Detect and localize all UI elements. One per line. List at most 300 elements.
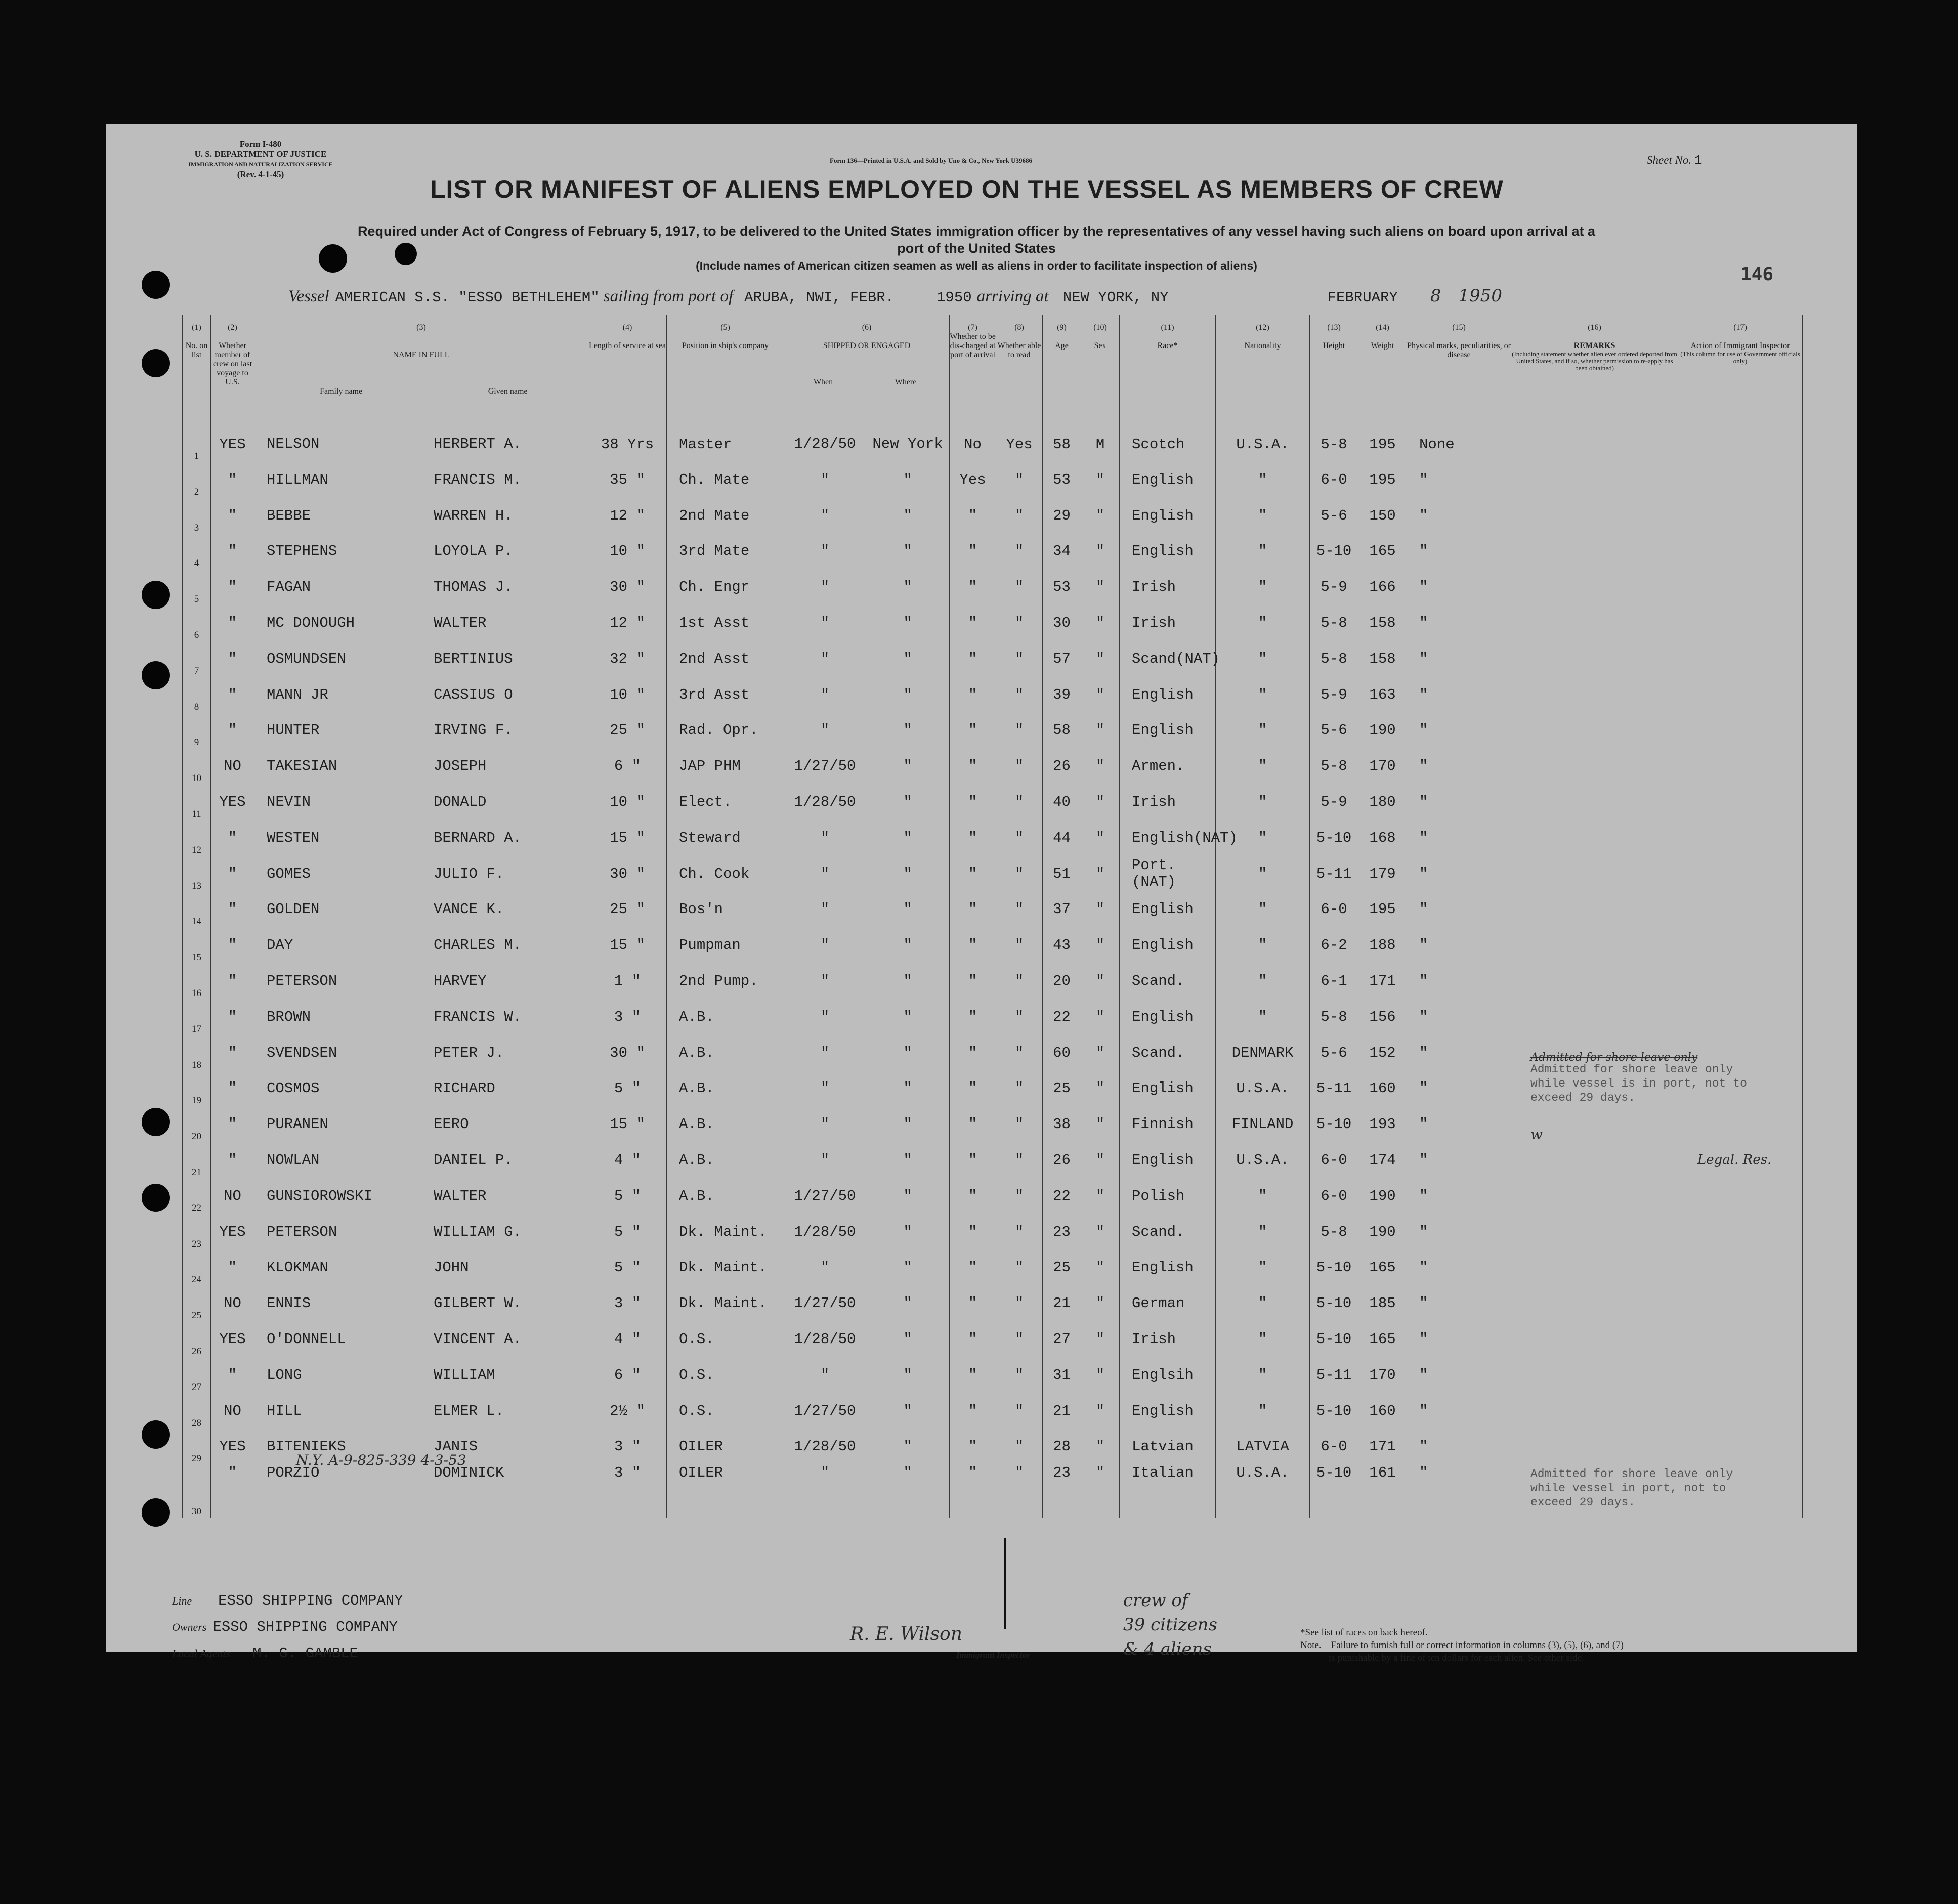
punch-hole: [142, 1498, 170, 1527]
col-age: 39: [1043, 677, 1081, 713]
col-read: ": [996, 1464, 1043, 1518]
col-nationality: ": [1216, 748, 1310, 784]
col-service: 15 ": [588, 820, 667, 856]
col-age: 27: [1043, 1321, 1081, 1357]
col-weight: 185: [1358, 1285, 1407, 1321]
table-row: [183, 534, 1821, 570]
col-position: A.B.: [667, 1178, 784, 1214]
sheet-label: Sheet No.: [1647, 154, 1692, 166]
col-action: [1678, 677, 1803, 713]
col-blank: [1803, 605, 1821, 641]
col-given-name: GILBERT W.: [421, 1285, 588, 1321]
col-discharged: ": [950, 1357, 996, 1393]
col-row-number: 13: [183, 856, 211, 892]
col-sex: ": [1081, 892, 1120, 928]
col-age: 25: [1043, 1250, 1081, 1286]
col-where: ": [866, 498, 950, 534]
col-action: [1678, 1393, 1803, 1429]
col-weight: 165: [1358, 534, 1407, 570]
col-position: 2nd Pump.: [667, 963, 784, 999]
table-row: [183, 462, 1821, 498]
col-previous-voyage: ": [211, 677, 254, 713]
col-sex: ": [1081, 1285, 1120, 1321]
col-marks: None: [1407, 415, 1511, 462]
col-read: ": [996, 784, 1043, 820]
col-blank: [1803, 748, 1821, 784]
col-nationality: ": [1216, 641, 1310, 677]
col-nationality: ": [1216, 927, 1310, 963]
punch-hole: [142, 349, 170, 377]
col-nationality: ": [1216, 1214, 1310, 1250]
col-row-number: 23: [183, 1214, 211, 1250]
col-blank: [1803, 1464, 1821, 1518]
col-service: 30 ": [588, 856, 667, 892]
inspector-vertical-mark: [1004, 1538, 1006, 1629]
action-row20-handwritten: Legal. Res.: [1697, 1152, 1772, 1167]
table-row: [183, 641, 1821, 677]
col-previous-voyage: ": [211, 1106, 254, 1142]
col-age: 23: [1043, 1214, 1081, 1250]
col-service: 5 ": [588, 1071, 667, 1107]
col-discharged: ": [950, 1071, 996, 1107]
col-service: 5 ": [588, 1250, 667, 1286]
col-header-nationality: (12) Nationality: [1216, 315, 1310, 415]
col-previous-voyage: ": [211, 999, 254, 1035]
col-when: ": [784, 1357, 866, 1393]
col-discharged: ": [950, 1214, 996, 1250]
col-sex: ": [1081, 1071, 1120, 1107]
col-family-name: SVENDSEN: [254, 1035, 421, 1071]
col-row-number: 19: [183, 1071, 211, 1107]
col-discharged: ": [950, 534, 996, 570]
table-row: [183, 1214, 1821, 1250]
service: IMMIGRATION AND NATURALIZATION SERVICE: [188, 161, 333, 168]
col-previous-voyage: ": [211, 892, 254, 928]
col-header-previous-voyage: (2) Whether member of crew on last voyage to U.S.: [211, 315, 254, 415]
col-age: 29: [1043, 498, 1081, 534]
form-header: [177, 139, 344, 180]
col-remarks: [1511, 713, 1678, 749]
col-nationality: ": [1216, 892, 1310, 928]
col-race: English: [1120, 534, 1216, 570]
col-row-number: 1: [183, 415, 211, 462]
col-marks: ": [1407, 569, 1511, 605]
col-read: ": [996, 1250, 1043, 1286]
col-given-name: CHARLES M.: [421, 927, 588, 963]
col-previous-voyage: ": [211, 534, 254, 570]
col-weight: 170: [1358, 1357, 1407, 1393]
col-blank: [1803, 641, 1821, 677]
col-previous-voyage: NO: [211, 1285, 254, 1321]
col-given-name: LOYOLA P.: [421, 534, 588, 570]
col-action: [1678, 1250, 1803, 1286]
owners-label: Owners: [172, 1621, 207, 1633]
penalty-note-2: is punishable by a fine of ten dollars for each alien. See other side.: [1329, 1653, 1584, 1663]
col-header-shipped: (6) SHIPPED OR ENGAGED When Where: [784, 315, 950, 415]
col-previous-voyage: ": [211, 963, 254, 999]
col-when: ": [784, 677, 866, 713]
col-read: ": [996, 1321, 1043, 1357]
col-discharged: ": [950, 963, 996, 999]
col-family-name: GUNSIOROWSKI: [254, 1178, 421, 1214]
col-position: Ch. Cook: [667, 856, 784, 892]
col-family-name: COSMOS: [254, 1071, 421, 1107]
col-age: 26: [1043, 748, 1081, 784]
col-family-name: PETERSON: [254, 1214, 421, 1250]
col-row-number: 10: [183, 748, 211, 784]
col-row-number: 12: [183, 820, 211, 856]
col-row-number: 7: [183, 641, 211, 677]
col-race: English: [1120, 1142, 1216, 1178]
col-marks: ": [1407, 534, 1511, 570]
col-race: Polish: [1120, 1178, 1216, 1214]
col-previous-voyage: ": [211, 1357, 254, 1393]
col-family-name: OSMUNDSEN: [254, 641, 421, 677]
col-when: ": [784, 534, 866, 570]
col-family-name: PURANEN: [254, 1106, 421, 1142]
departure-year: 1950: [937, 289, 972, 306]
col-remarks: [1511, 498, 1678, 534]
col-age: 34: [1043, 534, 1081, 570]
col-when: 1/27/50: [784, 1393, 866, 1429]
col-discharged: ": [950, 892, 996, 928]
col-where: ": [866, 892, 950, 928]
crew-count-note: crew of 39 citizens & 4 aliens: [1123, 1590, 1217, 1659]
col-where: ": [866, 784, 950, 820]
col-position: O.S.: [667, 1321, 784, 1357]
col-nationality: ": [1216, 569, 1310, 605]
col-race: Englsih: [1120, 1357, 1216, 1393]
col-discharged: ": [950, 605, 996, 641]
col-weight: 195: [1358, 415, 1407, 462]
col-height: 6-1: [1310, 963, 1358, 999]
remark-row18-typed: Admitted for shore leave only while vessel is in port, not to exceed 29 days.: [1530, 1063, 1747, 1104]
col-family-name: NELSON: [254, 415, 421, 462]
col-row-number: 8: [183, 677, 211, 713]
col-read: ": [996, 1071, 1043, 1107]
col-nationality: ": [1216, 1285, 1310, 1321]
remark-row20-handwritten: w: [1530, 1126, 1543, 1143]
arrival-port: NEW YORK, NY: [1062, 289, 1169, 306]
vessel-line: [288, 286, 1502, 306]
col-position: Pumpman: [667, 927, 784, 963]
col-family-name: FAGAN: [254, 569, 421, 605]
col-weight: 150: [1358, 498, 1407, 534]
col-service: 2½ ": [588, 1393, 667, 1429]
col-when: ": [784, 641, 866, 677]
col-discharged: ": [950, 498, 996, 534]
col-given-name: DONALD: [421, 784, 588, 820]
col-where: ": [866, 1142, 950, 1178]
table-row: [183, 999, 1821, 1035]
col-service: 38 Yrs: [588, 415, 667, 462]
col-when: ": [784, 927, 866, 963]
col-discharged: ": [950, 999, 996, 1035]
col-previous-voyage: ": [211, 498, 254, 534]
punch-hole: [142, 1420, 170, 1449]
col-read: ": [996, 498, 1043, 534]
col-sex: ": [1081, 1106, 1120, 1142]
col-given-name: WILLIAM: [421, 1357, 588, 1393]
col-age: 38: [1043, 1106, 1081, 1142]
col-action: [1678, 1214, 1803, 1250]
col-nationality: ": [1216, 784, 1310, 820]
col-row-number: 3: [183, 498, 211, 534]
col-blank: [1803, 927, 1821, 963]
col-discharged: ": [950, 677, 996, 713]
col-header-remarks: (16) REMARKS (Including statement whether alien ever ordered deported from United States, and if so, whether permission to re-apply has been obtained): [1511, 315, 1678, 415]
col-nationality: ": [1216, 1250, 1310, 1286]
table-row: [183, 748, 1821, 784]
col-family-name: LONG: [254, 1357, 421, 1393]
penalty-note-1: Note.—Failure to furnish full or correct information in columns (3), (5), (6), and (7): [1300, 1640, 1624, 1651]
footer-notes: [1300, 1626, 1624, 1664]
col-marks: ": [1407, 713, 1511, 749]
col-sex: ": [1081, 569, 1120, 605]
col-previous-voyage: NO: [211, 748, 254, 784]
col-action: [1678, 641, 1803, 677]
col-discharged: ": [950, 1178, 996, 1214]
col-when: ": [784, 856, 866, 892]
col-weight: 165: [1358, 1250, 1407, 1286]
col-position: O.S.: [667, 1357, 784, 1393]
col-where: ": [866, 1393, 950, 1429]
col-blank: [1803, 1357, 1821, 1393]
subtitle: [202, 223, 1751, 274]
col-nationality: ": [1216, 498, 1310, 534]
col-sex: ": [1081, 462, 1120, 498]
col-read: ": [996, 892, 1043, 928]
col-nationality: ": [1216, 1178, 1310, 1214]
col-where: ": [866, 1285, 950, 1321]
col-action: [1678, 1178, 1803, 1214]
col-discharged: ": [950, 713, 996, 749]
col-family-name: PORZIO: [254, 1464, 421, 1518]
col-marks: ": [1407, 1393, 1511, 1429]
col-marks: ": [1407, 1464, 1511, 1518]
col-height: 5-10: [1310, 1393, 1358, 1429]
col-remarks: [1511, 462, 1678, 498]
col-remarks: [1511, 1142, 1678, 1178]
col-age: 58: [1043, 713, 1081, 749]
table-row: [183, 1321, 1821, 1357]
col-blank: [1803, 1035, 1821, 1071]
col-marks: ": [1407, 462, 1511, 498]
col-where: ": [866, 1464, 950, 1518]
col-where: ": [866, 641, 950, 677]
col-marks: ": [1407, 784, 1511, 820]
col-age: 57: [1043, 641, 1081, 677]
col-previous-voyage: YES: [211, 1321, 254, 1357]
table-row: [183, 415, 1821, 462]
col-nationality: ": [1216, 713, 1310, 749]
col-read: ": [996, 462, 1043, 498]
col-action: [1678, 1321, 1803, 1357]
col-row-number: 21: [183, 1142, 211, 1178]
col-previous-voyage: YES: [211, 1429, 254, 1465]
col-blank: [1803, 462, 1821, 498]
col-marks: ": [1407, 1321, 1511, 1357]
col-remarks: [1511, 1429, 1678, 1465]
col-height: 5-8: [1310, 415, 1358, 462]
col-height: 6-0: [1310, 892, 1358, 928]
page-title: LIST OR MANIFEST OF ALIENS EMPLOYED ON THE VESSEL AS MEMBERS OF CREW: [430, 175, 1504, 203]
col-nationality: ": [1216, 534, 1310, 570]
col-header-race: (11) Race*: [1120, 315, 1216, 415]
col-nationality: ": [1216, 677, 1310, 713]
table-row: [183, 605, 1821, 641]
arrival-day: 8: [1430, 286, 1441, 306]
col-height: 5-10: [1310, 1321, 1358, 1357]
col-action: [1678, 1285, 1803, 1321]
col-header-age: (9) Age: [1043, 315, 1081, 415]
col-remarks: [1511, 999, 1678, 1035]
col-sex: ": [1081, 605, 1120, 641]
col-height: 6-0: [1310, 1178, 1358, 1214]
col-height: 5-10: [1310, 1106, 1358, 1142]
col-where: ": [866, 569, 950, 605]
col-blank: [1803, 1285, 1821, 1321]
col-discharged: ": [950, 1321, 996, 1357]
table-row: [183, 677, 1821, 713]
col-read: ": [996, 999, 1043, 1035]
col-row-number: 26: [183, 1321, 211, 1357]
col-family-name: STEPHENS: [254, 534, 421, 570]
col-service: 32 ": [588, 641, 667, 677]
col-header-blank: [1803, 315, 1821, 415]
col-position: A.B.: [667, 1035, 784, 1071]
col-when: 1/28/50: [784, 1429, 866, 1465]
col-age: 21: [1043, 1393, 1081, 1429]
col-family-name: PETERSON: [254, 963, 421, 999]
col-sex: ": [1081, 1464, 1120, 1518]
col-when: ": [784, 820, 866, 856]
col-sex: ": [1081, 784, 1120, 820]
col-when: ": [784, 999, 866, 1035]
col-read: ": [996, 1178, 1043, 1214]
col-action: [1678, 569, 1803, 605]
col-sex: ": [1081, 999, 1120, 1035]
col-sex: ": [1081, 963, 1120, 999]
col-previous-voyage: ": [211, 605, 254, 641]
col-marks: ": [1407, 1357, 1511, 1393]
col-nationality: ": [1216, 1393, 1310, 1429]
col-when: 1/27/50: [784, 1285, 866, 1321]
col-race: Scand.: [1120, 1035, 1216, 1071]
col-read: ": [996, 677, 1043, 713]
col-weight: 160: [1358, 1071, 1407, 1107]
col-weight: 156: [1358, 999, 1407, 1035]
col-height: 5-9: [1310, 677, 1358, 713]
col-race: English: [1120, 713, 1216, 749]
col-when: ": [784, 892, 866, 928]
col-position: Dk. Maint.: [667, 1214, 784, 1250]
col-weight: 168: [1358, 820, 1407, 856]
col-row-number: 16: [183, 963, 211, 999]
form-number: Form I-480: [239, 139, 282, 149]
table-row: [183, 892, 1821, 928]
col-height: 5-11: [1310, 1357, 1358, 1393]
col-header-position: (5) Position in ship's company: [667, 315, 784, 415]
col-age: 51: [1043, 856, 1081, 892]
col-where: ": [866, 856, 950, 892]
col-age: 25: [1043, 1071, 1081, 1107]
col-given-name: WALTER: [421, 605, 588, 641]
col-service: 12 ": [588, 498, 667, 534]
col-action: [1678, 999, 1803, 1035]
footer-agents: [172, 1645, 358, 1662]
col-service: 15 ": [588, 1106, 667, 1142]
col-remarks: [1511, 641, 1678, 677]
col-where: ": [866, 1357, 950, 1393]
col-previous-voyage: YES: [211, 415, 254, 462]
col-position: 2nd Mate: [667, 498, 784, 534]
col-service: 30 ": [588, 569, 667, 605]
printer-line: Form 136—Printed in U.S.A. and Sold by Uno & Co., New York U39686: [830, 157, 1033, 164]
col-service: 4 ": [588, 1321, 667, 1357]
col-previous-voyage: ": [211, 927, 254, 963]
col-discharged: ": [950, 1250, 996, 1286]
col-discharged: ": [950, 784, 996, 820]
col-action: [1678, 1429, 1803, 1465]
col-given-name: JOHN: [421, 1250, 588, 1286]
col-race: Finnish: [1120, 1106, 1216, 1142]
col-when: 1/27/50: [784, 748, 866, 784]
col-height: 5-6: [1310, 498, 1358, 534]
col-weight: 165: [1358, 1321, 1407, 1357]
col-weight: 158: [1358, 641, 1407, 677]
col-age: 26: [1043, 1142, 1081, 1178]
col-row-number: 22: [183, 1178, 211, 1214]
col-row-number: 27: [183, 1357, 211, 1393]
col-when: 1/28/50: [784, 784, 866, 820]
col-action: [1678, 713, 1803, 749]
col-age: 30: [1043, 605, 1081, 641]
col-sex: ": [1081, 856, 1120, 892]
col-blank: [1803, 1178, 1821, 1214]
col-service: 15 ": [588, 927, 667, 963]
col-service: 4 ": [588, 1142, 667, 1178]
col-remarks: [1511, 415, 1678, 462]
col-family-name: GOLDEN: [254, 892, 421, 928]
col-when: ": [784, 1071, 866, 1107]
col-given-name: HERBERT A.: [421, 415, 588, 462]
col-height: 5-10: [1310, 1285, 1358, 1321]
col-read: Yes: [996, 415, 1043, 462]
col-header-family-name: Family name: [320, 387, 363, 396]
col-given-name: IRVING F.: [421, 713, 588, 749]
sailing-label: sailing from port of: [603, 287, 734, 306]
subtitle-line-1: Required under Act of Congress of February 5, 1917, to be delivered to the United States immigration officer by the representatives of any vessel having such aliens on board upon arrival at a: [357, 224, 1596, 239]
col-race: English: [1120, 498, 1216, 534]
col-race: English: [1120, 677, 1216, 713]
col-age: 43: [1043, 927, 1081, 963]
col-position: Elect.: [667, 784, 784, 820]
col-nationality: ": [1216, 1357, 1310, 1393]
col-weight: 171: [1358, 1429, 1407, 1465]
col-marks: ": [1407, 856, 1511, 892]
col-where: ": [866, 605, 950, 641]
col-previous-voyage: ": [211, 1035, 254, 1071]
col-blank: [1803, 1106, 1821, 1142]
col-remarks: [1511, 605, 1678, 641]
col-where: ": [866, 1035, 950, 1071]
col-action: [1678, 1357, 1803, 1393]
punch-hole: [142, 1184, 170, 1212]
col-given-name: PETER J.: [421, 1035, 588, 1071]
table-row: [183, 569, 1821, 605]
col-race: Armen.: [1120, 748, 1216, 784]
